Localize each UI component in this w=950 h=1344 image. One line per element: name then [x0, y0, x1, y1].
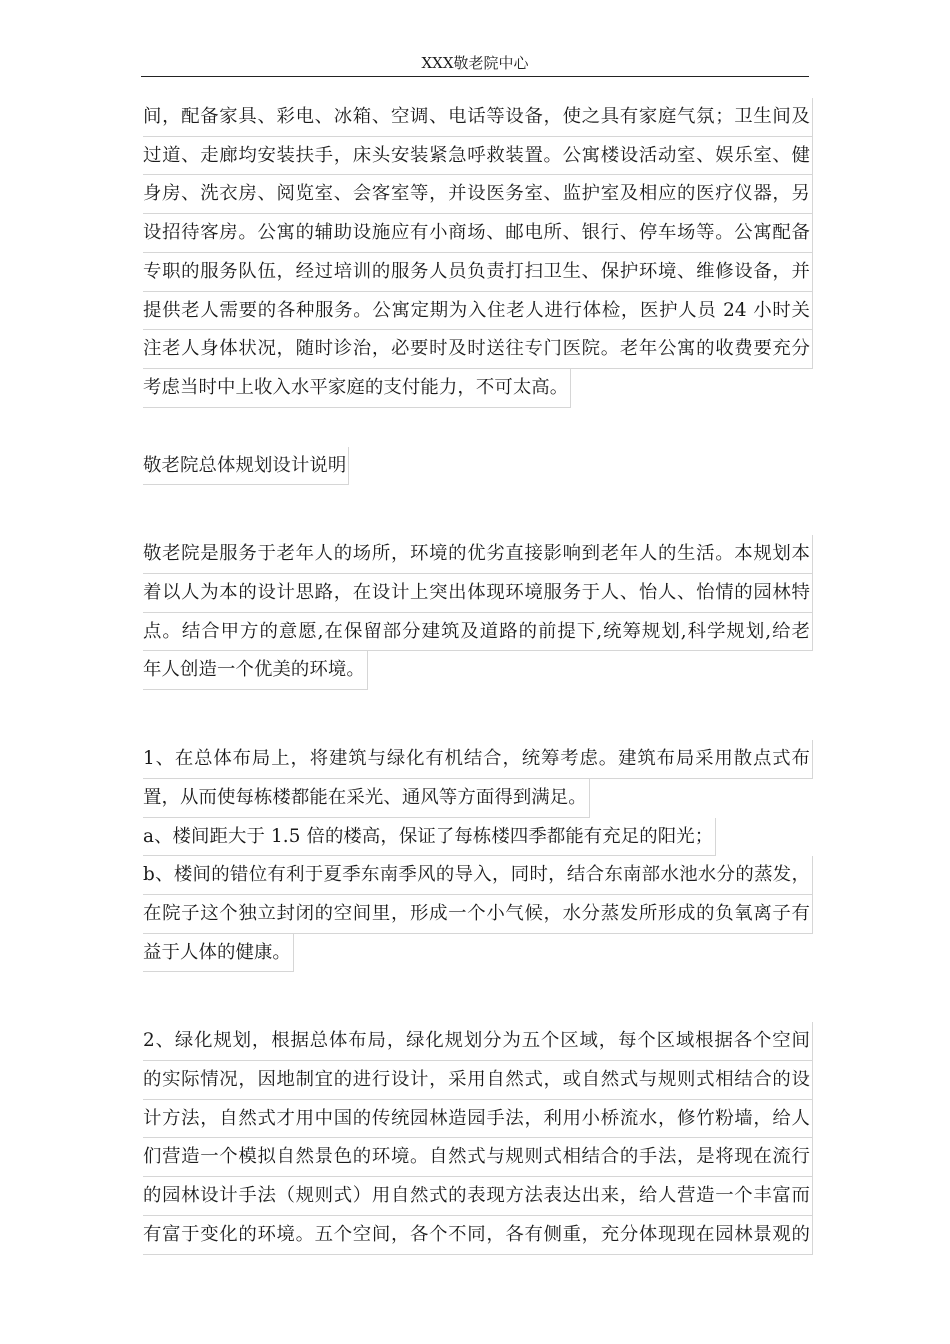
text-line: b、楼间的错位有利于夏季东南季风的导入，同时，结合东南部水池水分的蒸发， — [143, 856, 813, 895]
text-line: 敬老院是服务于老年人的场所，环境的优劣直接影响到老年人的生活。本规划本 — [143, 535, 813, 574]
text-line: 1、在总体布局上，将建筑与绿化有机结合，统筹考虑。建筑布局采用散点式布 — [143, 740, 813, 779]
text-line: 过道、走廊均安装扶手，床头安装紧急呼救装置。公寓楼设活动室、娱乐室、健 — [143, 137, 813, 176]
text-line: 着以人为本的设计思路，在设计上突出体现环境服务于人、怡人、怡情的园林特 — [143, 574, 813, 613]
text-line: 们营造一个模拟自然景色的环境。自然式与规则式相结合的手法，是将现在流行 — [143, 1138, 813, 1177]
text-line: 点。结合甲方的意愿,在保留部分建筑及道路的前提下,统筹规划,科学规划,给老 — [143, 613, 813, 652]
text-line: 考虑当时中上收入水平家庭的支付能力，不可太高。 — [143, 369, 571, 408]
section-title-text: 敬老院总体规划设计说明 — [143, 447, 349, 486]
text-line: 专职的服务队伍，经过培训的服务人员负责打扫卫生、保护环境、维修设备，并 — [143, 253, 813, 292]
text-line: 置，从而使每栋楼都能在采光、通风等方面得到满足。 — [143, 779, 590, 818]
text-line: 有富于变化的环境。五个空间，各个不同，各有侧重，充分体现现在园林景观的 — [143, 1216, 813, 1255]
paragraph-facilities — [143, 98, 815, 408]
text-line: 间，配备家具、彩电、冰箱、空调、电话等设备，使之具有家庭气氛；卫生间及 — [143, 98, 813, 137]
document-body — [143, 98, 815, 1255]
text-line: 的实际情况，因地制宜的进行设计，采用自然式，或自然式与规则式相结合的设 — [143, 1061, 813, 1100]
text-line: 2、绿化规划，根据总体布局，绿化规划分为五个区域，每个区域根据各个空间 — [143, 1022, 813, 1061]
text-line: 计方法，自然式才用中国的传统园林造园手法，利用小桥流水，修竹粉墙，给人 — [143, 1100, 813, 1139]
paragraph-greening — [143, 1022, 815, 1254]
text-line: 益于人体的健康。 — [143, 934, 294, 973]
text-line: a、楼间距大于 1.5 倍的楼高，保证了每栋楼四季都能有充足的阳光； — [143, 818, 716, 857]
text-line: 年人创造一个优美的环境。 — [143, 651, 368, 690]
page-header — [141, 50, 809, 77]
section-title — [143, 447, 815, 486]
text-line: 设招待客房。公寓的辅助设施应有小商场、邮电所、银行、停车场等。公寓配备 — [143, 214, 813, 253]
paragraph-layout — [143, 740, 815, 972]
text-line: 身房、洗衣房、阅览室、会客室等，并设医务室、监护室及相应的医疗仪器，另 — [143, 175, 813, 214]
text-line: 提供老人需要的各种服务。公寓定期为入住老人进行体检，医护人员 24 小时关 — [143, 292, 813, 331]
text-line: 在院子这个独立封闭的空间里，形成一个小气候，水分蒸发所形成的负氧离子有 — [143, 895, 813, 934]
header-title: XXX敬老院中心 — [421, 54, 529, 72]
text-line: 的园林设计手法（规则式）用自然式的表现方法表达出来，给人营造一个丰富而 — [143, 1177, 813, 1216]
paragraph-intro — [143, 535, 815, 690]
text-line: 注老人身体状况，随时诊治，必要时及时送往专门医院。老年公寓的收费要充分 — [143, 330, 813, 369]
